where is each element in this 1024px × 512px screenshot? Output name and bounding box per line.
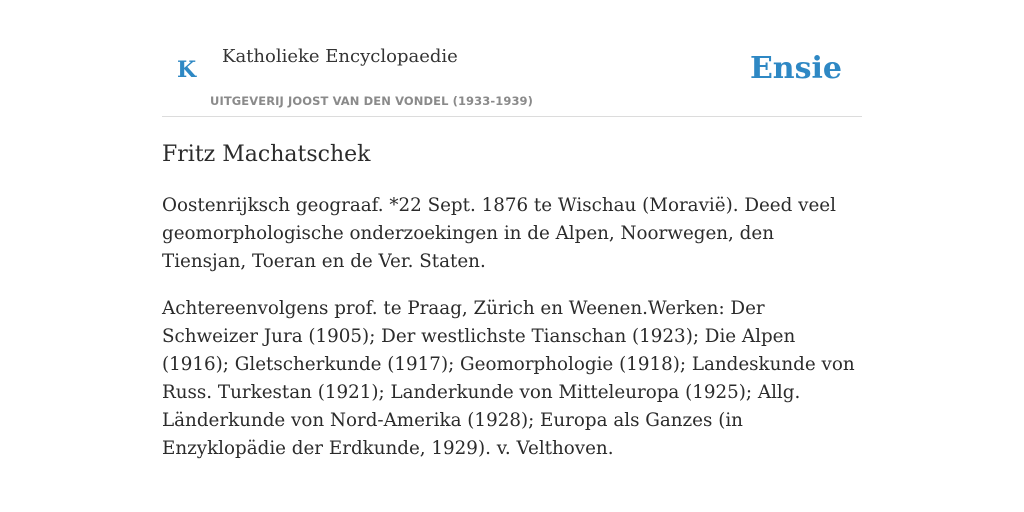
article-body: [162, 192, 862, 482]
article-paragraph: Achtereenvolgens prof. te Praag, Zürich en Weenen.Werken: Der Schweizer Jura (1905); Der westlichste Tianschan (1923); Die Alpen (1916); Gletscherkunde (1917); Geomorphologie (1918); Landeskunde von Russ. Turkestan (1921); Landerkunde von Mitteleuropa (1925); Allg. Länderkunde von Nord-Amerika (1928); Europa als Ganzes (in Enzyklopädie der Erdkunde, 1929). v. Velthoven.: [162, 298, 855, 459]
article-paragraph: Oostenrijksch geograaf. *22 Sept. 1876 te Wischau (Moravië). Deed veel geomorphologische onderzoekingen in de Alpen, Noorwegen, den Tiensjan, Toeran en de Ver. Staten.: [162, 195, 836, 272]
site-header: [162, 0, 862, 117]
publication-title[interactable]: Katholieke Encyclopaedie: [222, 46, 458, 67]
page: [162, 0, 862, 512]
publisher-subtitle: UITGEVERIJ JOOST VAN DEN VONDEL (1933-1939): [210, 94, 533, 108]
ensie-brand-link[interactable]: Ensie: [749, 51, 842, 86]
article-title: Fritz Machatschek: [162, 142, 371, 167]
publication-logo-icon[interactable]: K: [177, 57, 197, 83]
